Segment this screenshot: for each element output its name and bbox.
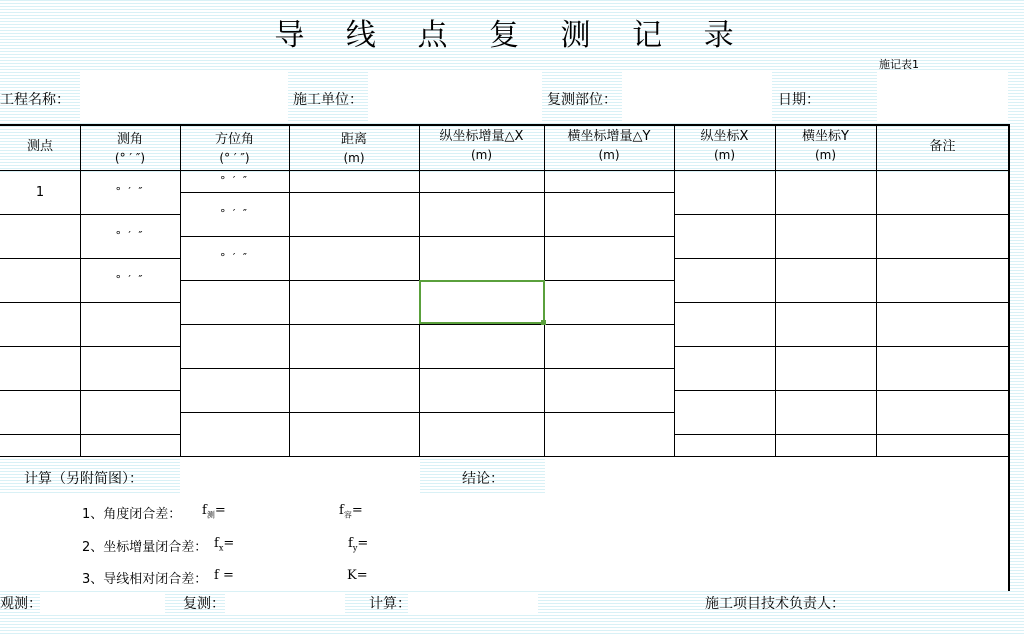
form-number: 施记表1 xyxy=(879,58,919,71)
col-header-y: 横坐标Y (m) xyxy=(802,129,849,162)
recheck-part-label: 复测部位： xyxy=(547,92,617,108)
azimuth-placeholder: ° ′ ″ xyxy=(219,174,250,187)
rechecker-label: 复测： xyxy=(183,596,225,612)
date-field[interactable] xyxy=(877,72,1008,122)
col-header-distance: 距离 (m) xyxy=(340,132,367,165)
k-value: K= xyxy=(347,568,368,583)
date-label: 日期： xyxy=(778,92,820,108)
construction-unit-label: 施工单位： xyxy=(293,92,363,108)
page-title: 导 线 点 复 测 记 录 xyxy=(274,18,750,53)
relative-closure-label: 3、导线相对闭合差： xyxy=(82,572,208,587)
computer-field[interactable] xyxy=(408,592,538,614)
col-header-point: 测点 xyxy=(26,139,53,154)
angle-closure-label: 1、角度闭合差： xyxy=(82,507,182,522)
f-relative-value: f = xyxy=(214,568,234,583)
fy-value: $f_y=$ xyxy=(348,536,369,553)
recheck-part-field[interactable] xyxy=(622,72,772,122)
col-header-azimuth: 方位角 (° ′ ″) xyxy=(214,132,254,165)
f-beta-measured: $f_测=$ xyxy=(202,503,226,520)
rechecker-field[interactable] xyxy=(225,592,345,614)
col-header-delta-y: 横坐标增量△Y (m) xyxy=(567,129,651,162)
project-name-label: 工程名称： xyxy=(0,92,70,108)
observer-field[interactable] xyxy=(40,592,165,614)
fx-value: $f_x=$ xyxy=(214,536,235,553)
col-header-delta-x: 纵坐标增量△X (m) xyxy=(439,129,524,162)
selected-cell[interactable] xyxy=(419,280,545,324)
angle-placeholder: ° ′ ″ xyxy=(115,229,145,242)
azimuth-placeholder: ° ′ ″ xyxy=(219,207,250,220)
conclusion-label: 结论： xyxy=(462,471,504,487)
observer-label: 观测： xyxy=(0,596,42,612)
col-header-x: 纵坐标X (m) xyxy=(700,129,749,162)
computer-label: 计算： xyxy=(369,596,411,612)
point-1-label: 1 xyxy=(35,185,45,200)
f-beta-allowed: $f_容=$ xyxy=(339,503,363,520)
col-header-angle: 测角 (° ′ ″) xyxy=(114,132,146,165)
calc-label: 计算（另附简图）： xyxy=(24,471,143,487)
fill-handle[interactable] xyxy=(541,320,546,325)
angle-placeholder: ° ′ ″ xyxy=(115,273,145,286)
col-header-remark: 备注 xyxy=(929,139,956,154)
azimuth-placeholder: ° ′ ″ xyxy=(219,251,250,264)
project-name-field[interactable] xyxy=(80,72,288,122)
angle-placeholder: ° ′ ″ xyxy=(115,185,145,198)
tech-lead-label: 施工项目技术负责人： xyxy=(705,596,845,612)
construction-unit-field[interactable] xyxy=(368,72,542,122)
coord-closure-label: 2、坐标增量闭合差： xyxy=(82,540,208,555)
